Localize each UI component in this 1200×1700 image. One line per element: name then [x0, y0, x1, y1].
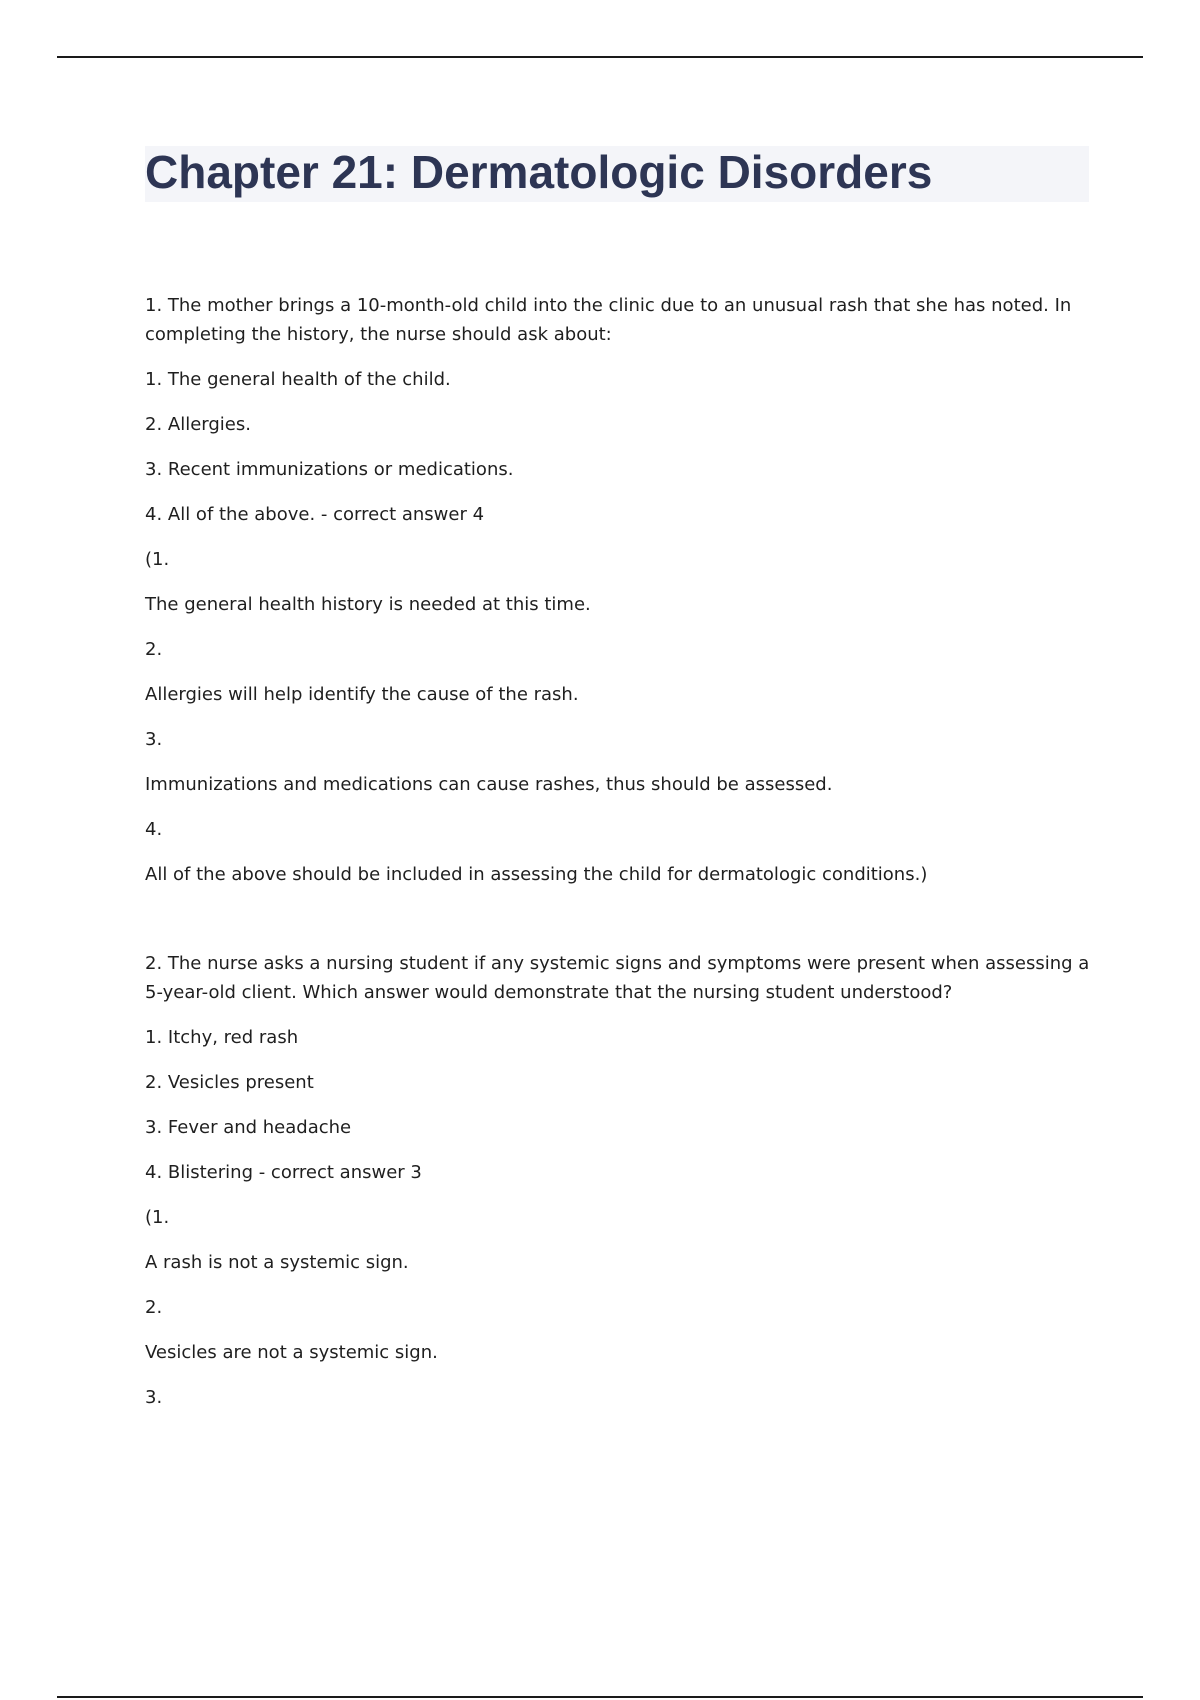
question-stem: 2. The nurse asks a nursing student if any systemic signs and symptoms were present when assessing a 5-year-old client. Which answer would demonstrate that the nursing student understood? [145, 953, 1090, 1003]
question-block [145, 291, 1095, 889]
rationale-line: Immunizations and medications can cause rashes, thus should be assessed. [145, 774, 833, 795]
rationale-line: The general health history is needed at this time. [145, 594, 591, 615]
answer-option-correct: 4. All of the above. - correct answer 4 [145, 504, 485, 525]
answer-option: 2. Vesicles present [145, 1072, 314, 1093]
rationale-line: 4. [145, 819, 163, 840]
rationale-line: All of the above should be included in assessing the child for dermatologic conditions.) [145, 864, 928, 885]
answer-option-correct: 4. Blistering - correct answer 3 [145, 1162, 422, 1183]
answer-option: 1. Itchy, red rash [145, 1027, 299, 1048]
question-stem: 1. The mother brings a 10-month-old child into the clinic due to an unusual rash that she has noted. In completing the history, the nurse should ask about: [145, 295, 1072, 345]
section-spacer [145, 905, 1095, 949]
rationale-line: Allergies will help identify the cause of the rash. [145, 684, 579, 705]
document-body [145, 291, 1095, 1428]
answer-option: 3. Recent immunizations or medications. [145, 459, 514, 480]
rationale-line: Vesicles are not a systemic sign. [145, 1342, 438, 1363]
page-title: Chapter 21: Dermatologic Disorders [145, 146, 933, 198]
answer-option: 3. Fever and headache [145, 1117, 352, 1138]
bottom-divider [57, 1696, 1143, 1698]
rationale-line: 3. [145, 1387, 163, 1408]
rationale-line: (1. [145, 1207, 170, 1228]
rationale-line: 3. [145, 729, 163, 750]
rationale-line: 2. [145, 1297, 163, 1318]
top-divider [57, 56, 1143, 58]
question-block [145, 949, 1095, 1412]
answer-option: 1. The general health of the child. [145, 369, 451, 390]
rationale-line: A rash is not a systemic sign. [145, 1252, 409, 1273]
rationale-line: 2. [145, 639, 163, 660]
answer-option: 2. Allergies. [145, 414, 251, 435]
rationale-line: (1. [145, 549, 170, 570]
